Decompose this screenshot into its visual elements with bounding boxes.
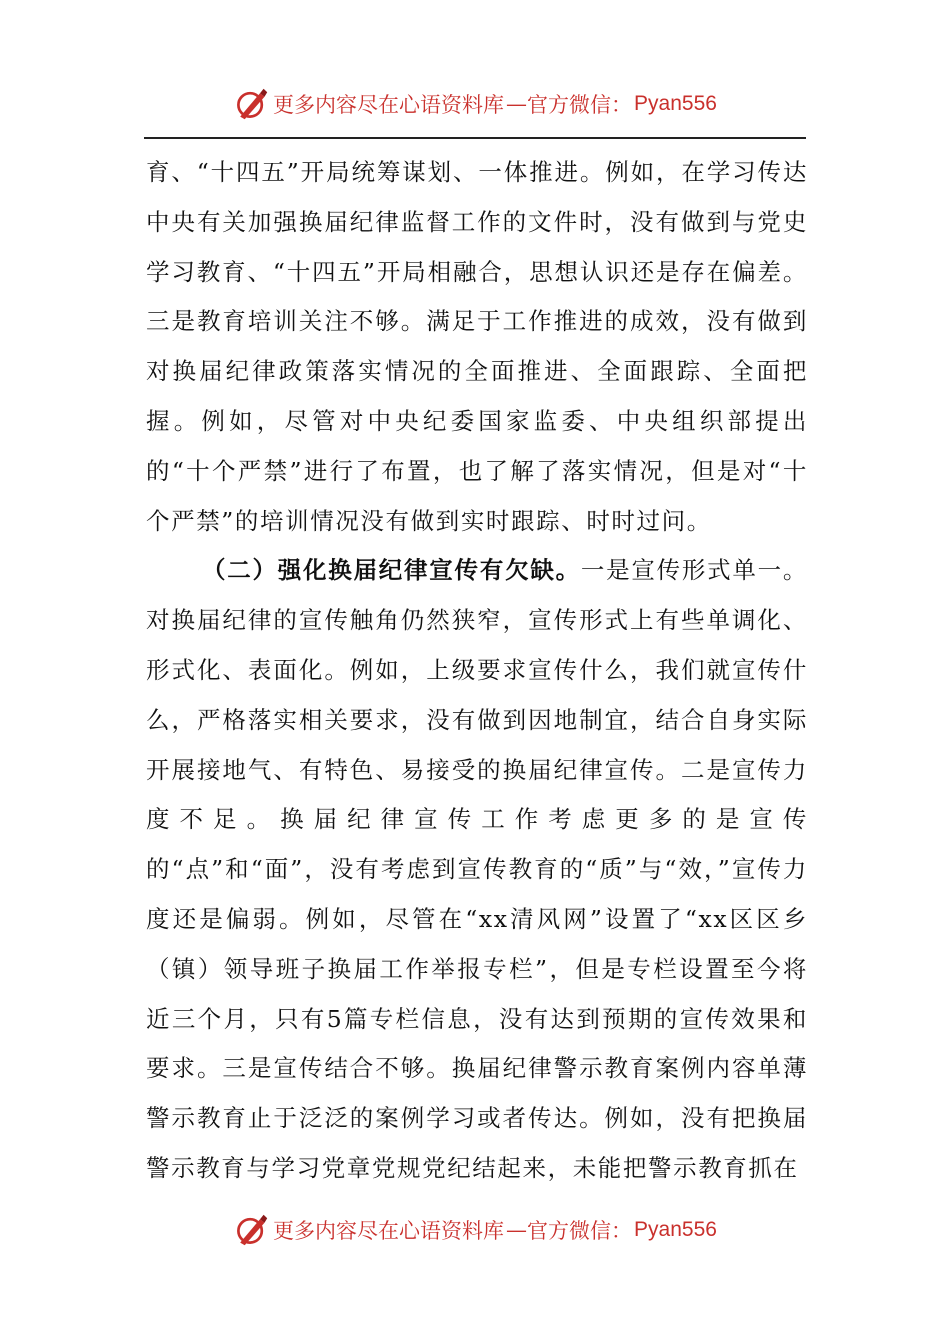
footer-account: Pyan556: [634, 1218, 717, 1241]
footer-wechat-label: 官方微信：: [527, 1219, 633, 1243]
header-divider: [144, 137, 806, 139]
header-promo-text: 更多内容尽在心语资料库: [273, 93, 505, 117]
document-body: [146, 148, 808, 1194]
footer-banner: [0, 1210, 950, 1250]
header-account: Pyan556: [634, 92, 717, 115]
footer-promo-text: 更多内容尽在心语资料库: [273, 1219, 505, 1243]
footer-dash: —: [506, 1218, 526, 1242]
header-wechat-label: 官方微信：: [527, 93, 633, 117]
paragraph-1: 育、“十四五”开局统筹谋划、一体推进。例如，在学习传达中央有关加强换届纪律监督工作的文件时，没有做到与党史学习教育、“十四五”开局相融合，思想认识还是存在偏差。三是教育培训关注不够。满足于工作推进的成效，没有做到对换届纪律政策落实情况的全面推进、全面跟踪、全面把握。例如，尽管对中央纪委国家监委、中央组织部提出的“十个严禁”进行了布置，也了解了落实情况，但是对“十个严禁”的培训情况没有做到实时跟踪、时时过问。: [146, 158, 808, 535]
pen-logo-icon: [233, 86, 269, 122]
paragraph-2-text: 一是宣传形式单一。对换届纪律的宣传触角仍然狭窄，宣传形式上有些单调化、形式化、表面化。例如，上级要求宣传什么，我们就宣传什么，严格落实相关要求，没有做到因地制宜，结合自身实际开展接地气、有特色、易接受的换届纪律宣传。二是宣传力度不足。换届纪律宣传工作考虑更多的是宣传的“点”和“面”，没有考虑到宣传教育的“质”与“效，”宣传力度还是偏弱。例如，尽管在“xx清风网”设置了“xx区区乡（镇）领导班子换届工作举报专栏”，但是专栏设置至今将近三个月，只有5篇专栏信息，没有达到预期的宣传效果和要求。三是宣传结合不够。换届纪律警示教育案例内容单薄警示教育止于泛泛的案例学习或者传达。例如，没有把换届警示教育与学习党章党规党纪结起来，未能把警示教育抓在: [146, 556, 808, 1182]
header-dash: —: [506, 92, 526, 116]
pen-logo-icon: [233, 1212, 269, 1248]
section-heading: （二）强化换届纪律宣传有欠缺。: [202, 556, 581, 585]
header-banner: [0, 84, 950, 124]
paragraph-2: [146, 546, 808, 1193]
